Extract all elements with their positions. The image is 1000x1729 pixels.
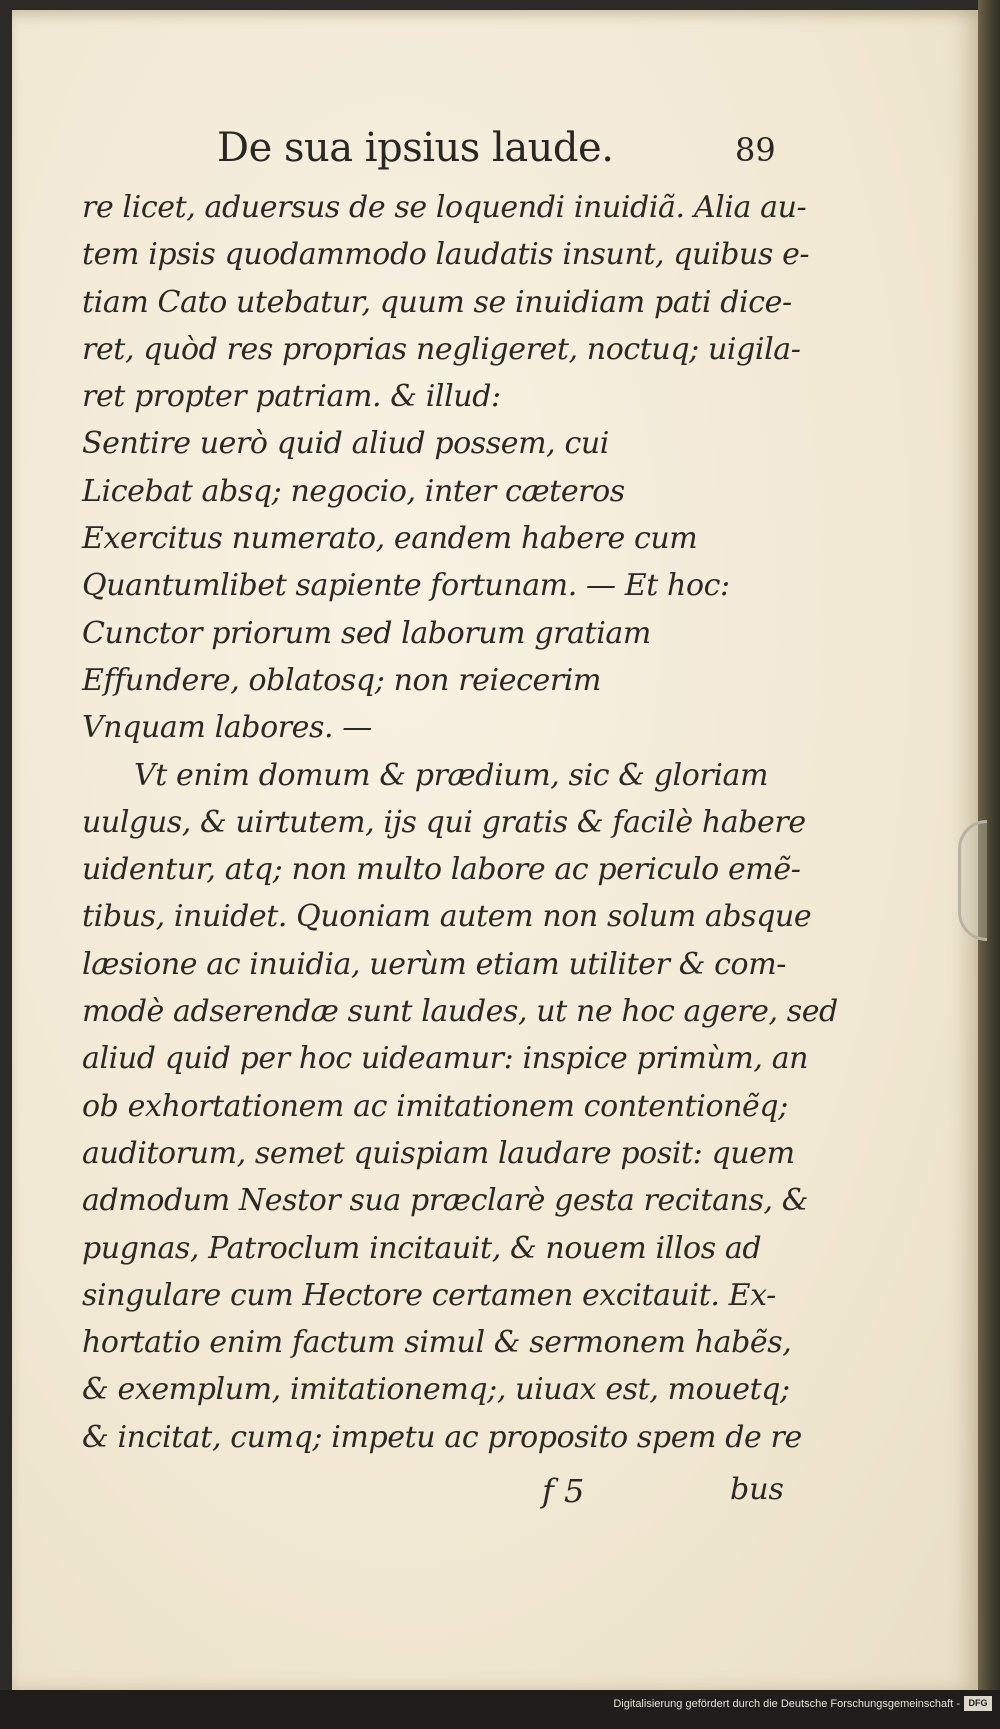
text-line: ret propter patriam. & illud: bbox=[82, 379, 501, 415]
text-line: Cunctor priorum sed laborum gratiam bbox=[82, 615, 651, 651]
running-title: De sua ipsius laude. bbox=[217, 125, 614, 171]
text-line: auditorum, semet quispiam laudare posit: quem bbox=[82, 1135, 795, 1171]
text-line: & incitat, cumq; impetu ac proposito spem de re bbox=[82, 1419, 802, 1455]
catchword: bus bbox=[730, 1472, 784, 1507]
text-line: singulare cum Hectore certamen excitauit. Ex- bbox=[82, 1277, 776, 1313]
text-line: Licebat absq; negocio, inter cæteros bbox=[82, 473, 625, 509]
text-line: pugnas, Patroclum incitauit, & nouem illos ad bbox=[82, 1230, 762, 1266]
text-line: & exemplum, imitationemq;, uiuax est, mouetq; bbox=[82, 1372, 790, 1408]
text-line: admodum Nestor sua præclarè gesta recitans, & bbox=[82, 1183, 809, 1219]
text-line: læsione ac inuidia, uerùm etiam utiliter & com- bbox=[82, 946, 786, 982]
page-number: 89 bbox=[735, 131, 776, 169]
text-line: uulgus, & uirtutem, ijs qui gratis & facilè habere bbox=[82, 804, 806, 840]
text-line: tem ipsis quodammodo laudatis insunt, quibus e- bbox=[82, 237, 810, 273]
page-clip bbox=[958, 820, 987, 941]
text-line: Exercitus numerato, eandem habere cum bbox=[82, 521, 698, 557]
text-line: tibus, inuidet. Quoniam autem non solum absque bbox=[82, 899, 812, 935]
body-text bbox=[82, 184, 838, 1461]
text-line: uidentur, atq; non multo labore ac periculo emẽ- bbox=[82, 852, 801, 888]
text-line: Effundere, oblatosq; non reiecerim bbox=[82, 662, 602, 698]
text-line: Vnquam labores. — bbox=[82, 710, 372, 746]
digitization-credit: Digitalisierung gefördert durch die Deutsche Forschungsgemeinschaft - bbox=[613, 1698, 960, 1710]
text-line: Quantumlibet sapiente fortunam. — Et hoc: bbox=[82, 568, 730, 604]
page-header bbox=[217, 125, 777, 175]
text-line: tiam Cato utebatur, quum se inuidiam pati dice- bbox=[82, 284, 792, 320]
text-line: aliud quid per hoc uideamur: inspice primùm, an bbox=[82, 1041, 809, 1077]
text-line: modè adserendæ sunt laudes, ut ne hoc agere, sed bbox=[82, 994, 838, 1030]
text-line: Vt enim domum & prædium, sic & gloriam bbox=[134, 757, 769, 793]
signature-mark: f 5 bbox=[542, 1472, 585, 1510]
text-line: ob exhortationem ac imitationem contentionẽq; bbox=[82, 1088, 788, 1124]
text-line: re licet, aduersus de se loquendi inuidiã. Alia au- bbox=[82, 190, 807, 225]
text-line: hortatio enim factum simul & sermonem habẽs, bbox=[82, 1325, 792, 1361]
text-line: Sentire uerò quid aliud possem, cui bbox=[82, 426, 609, 462]
book-page bbox=[12, 10, 978, 1690]
dfg-logo: DFG bbox=[964, 1696, 992, 1711]
text-line: ret, quòd res proprias negligeret, noctuq; uigila- bbox=[82, 331, 801, 367]
